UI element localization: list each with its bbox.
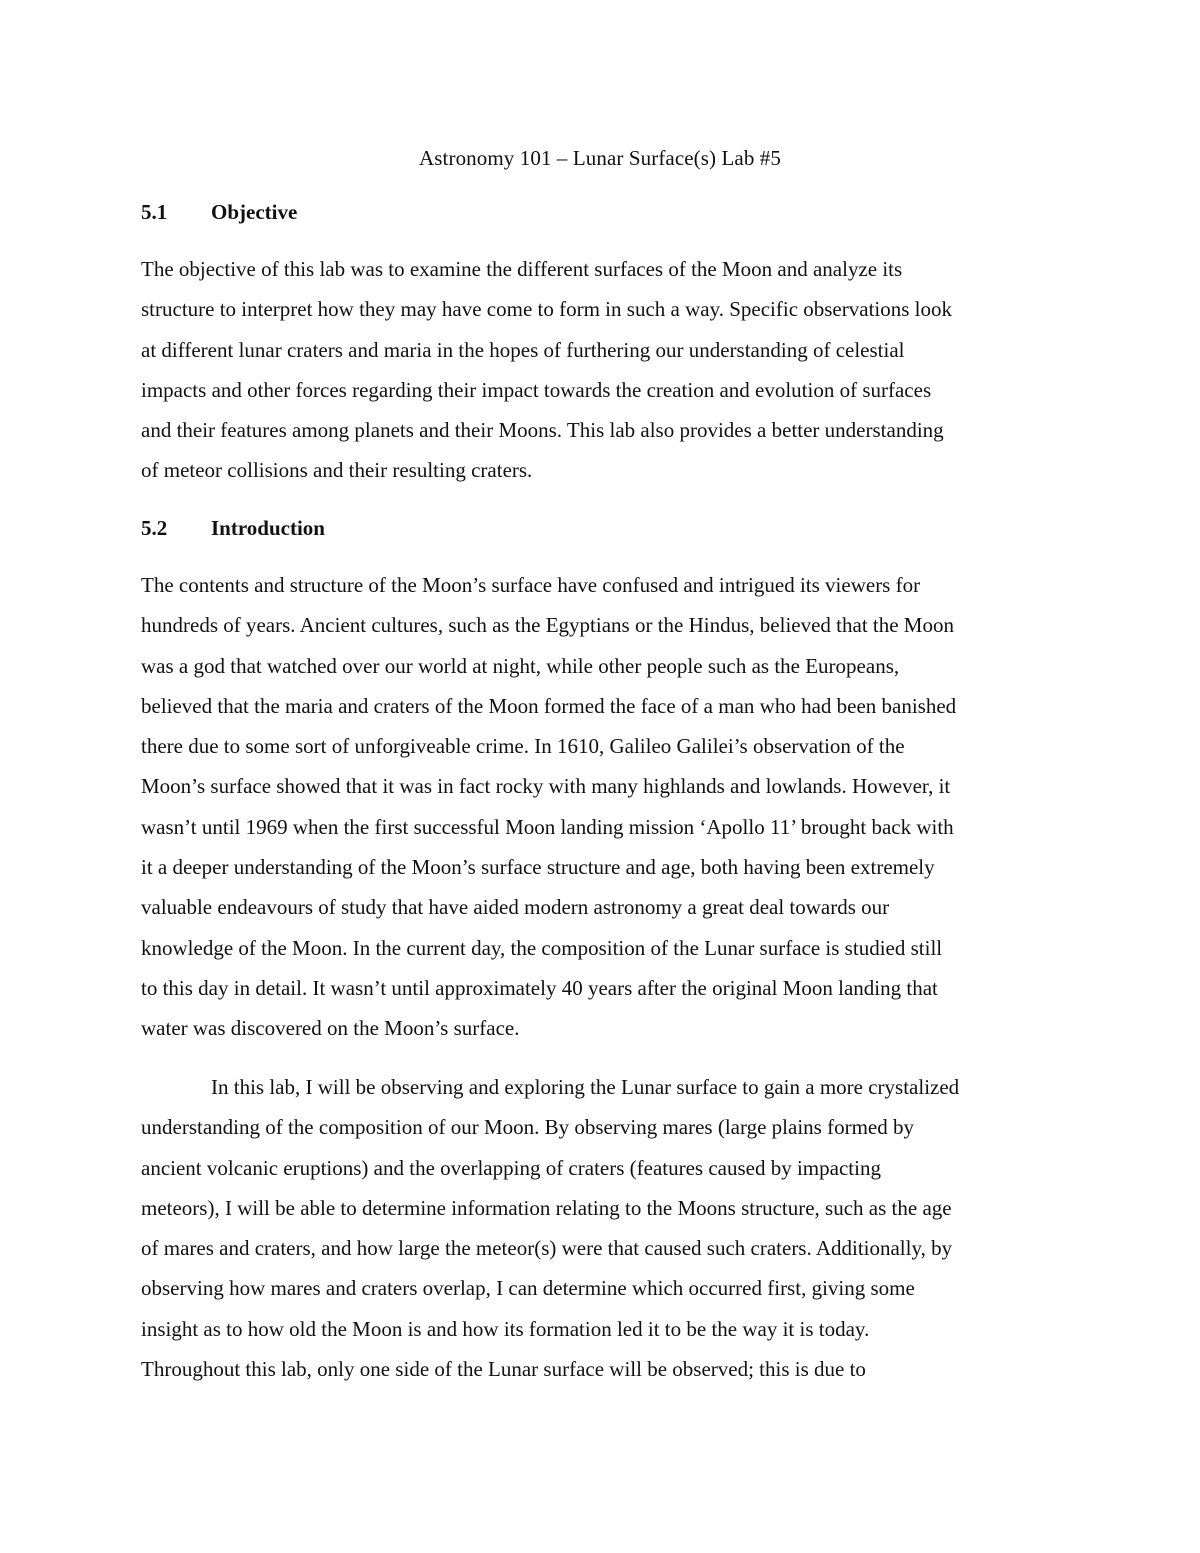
text-line: In this lab, I will be observing and exploring the Lunar surface to gain a more crystalized	[211, 1075, 960, 1099]
section-heading-introduction	[141, 513, 325, 543]
text-line-first	[141, 1067, 1061, 1107]
text-line: insight as to how old the Moon is and how its formation led it to be the way it is today.	[141, 1316, 870, 1341]
text-line: understanding of the composition of our Moon. By observing mares (large plains formed by	[141, 1115, 914, 1140]
text-line: The objective of this lab was to examine the different surfaces of the Moon and analyze its	[141, 257, 903, 281]
section-heading-objective	[141, 197, 297, 227]
text-line: and their features among planets and their Moons. This lab also provides a better understanding	[141, 418, 944, 443]
text-line: of meteor collisions and their resulting craters.	[141, 458, 533, 483]
text-line: meteors), I will be able to determine information relating to the Moons structure, such as the age	[141, 1195, 952, 1220]
text-line: observing how mares and craters overlap, I can determine which occurred first, giving some	[141, 1276, 915, 1301]
text-line: wasn’t until 1969 when the first successful Moon landing mission ‘Apollo 11’ brought back with	[141, 814, 954, 839]
section-title: Introduction	[211, 516, 325, 540]
text-line: believed that the maria and craters of the Moon formed the face of a man who had been banished	[141, 693, 957, 718]
section-number: 5.2	[141, 516, 168, 540]
text-line: impacts and other forces regarding their impact towards the creation and evolution of surfaces	[141, 377, 932, 402]
section-number: 5.1	[141, 200, 168, 224]
text-line: water was discovered on the Moon’s surface.	[141, 1016, 520, 1041]
text-line: it a deeper understanding of the Moon’s surface structure and age, both having been extremely	[141, 855, 935, 880]
text-line: valuable endeavours of study that have aided modern astronomy a great deal towards our	[141, 895, 890, 920]
text-line: there due to some sort of unforgiveable crime. In 1610, Galileo Galilei’s observation of the	[141, 734, 905, 759]
text-line: Moon’s surface showed that it was in fact rocky with many highlands and lowlands. However, it	[141, 774, 951, 799]
text-line: was a god that watched over our world at night, while other people such as the Europeans,	[141, 653, 900, 678]
text-line: to this day in detail. It wasn’t until approximately 40 years after the original Moon landing that	[141, 975, 938, 1000]
text-line: knowledge of the Moon. In the current day, the composition of the Lunar surface is studied still	[141, 935, 943, 960]
text-line: The contents and structure of the Moon’s surface have confused and intrigued its viewers for	[141, 573, 921, 597]
text-line: at different lunar craters and maria in the hopes of furthering our understanding of celestial	[141, 337, 905, 362]
text-line: of mares and craters, and how large the meteor(s) were that caused such craters. Additionally, by	[141, 1236, 953, 1261]
text-line: ancient volcanic eruptions) and the overlapping of craters (features caused by impacting	[141, 1155, 881, 1180]
text-line: hundreds of years. Ancient cultures, such as the Egyptians or the Hindus, believed that the Moon	[141, 613, 954, 638]
paragraph-introduction-1	[141, 565, 1061, 1049]
text-line: structure to interpret how they may have come to form in such a way. Specific observations look	[141, 297, 952, 322]
text-line: Throughout this lab, only one side of the Lunar surface will be observed; this is due to	[141, 1357, 866, 1382]
section-title: Objective	[211, 200, 298, 224]
paragraph-introduction-2	[141, 1067, 1061, 1389]
paragraph-objective	[141, 249, 1061, 491]
document-title: Astronomy 101 – Lunar Surface(s) Lab #5	[419, 146, 781, 170]
